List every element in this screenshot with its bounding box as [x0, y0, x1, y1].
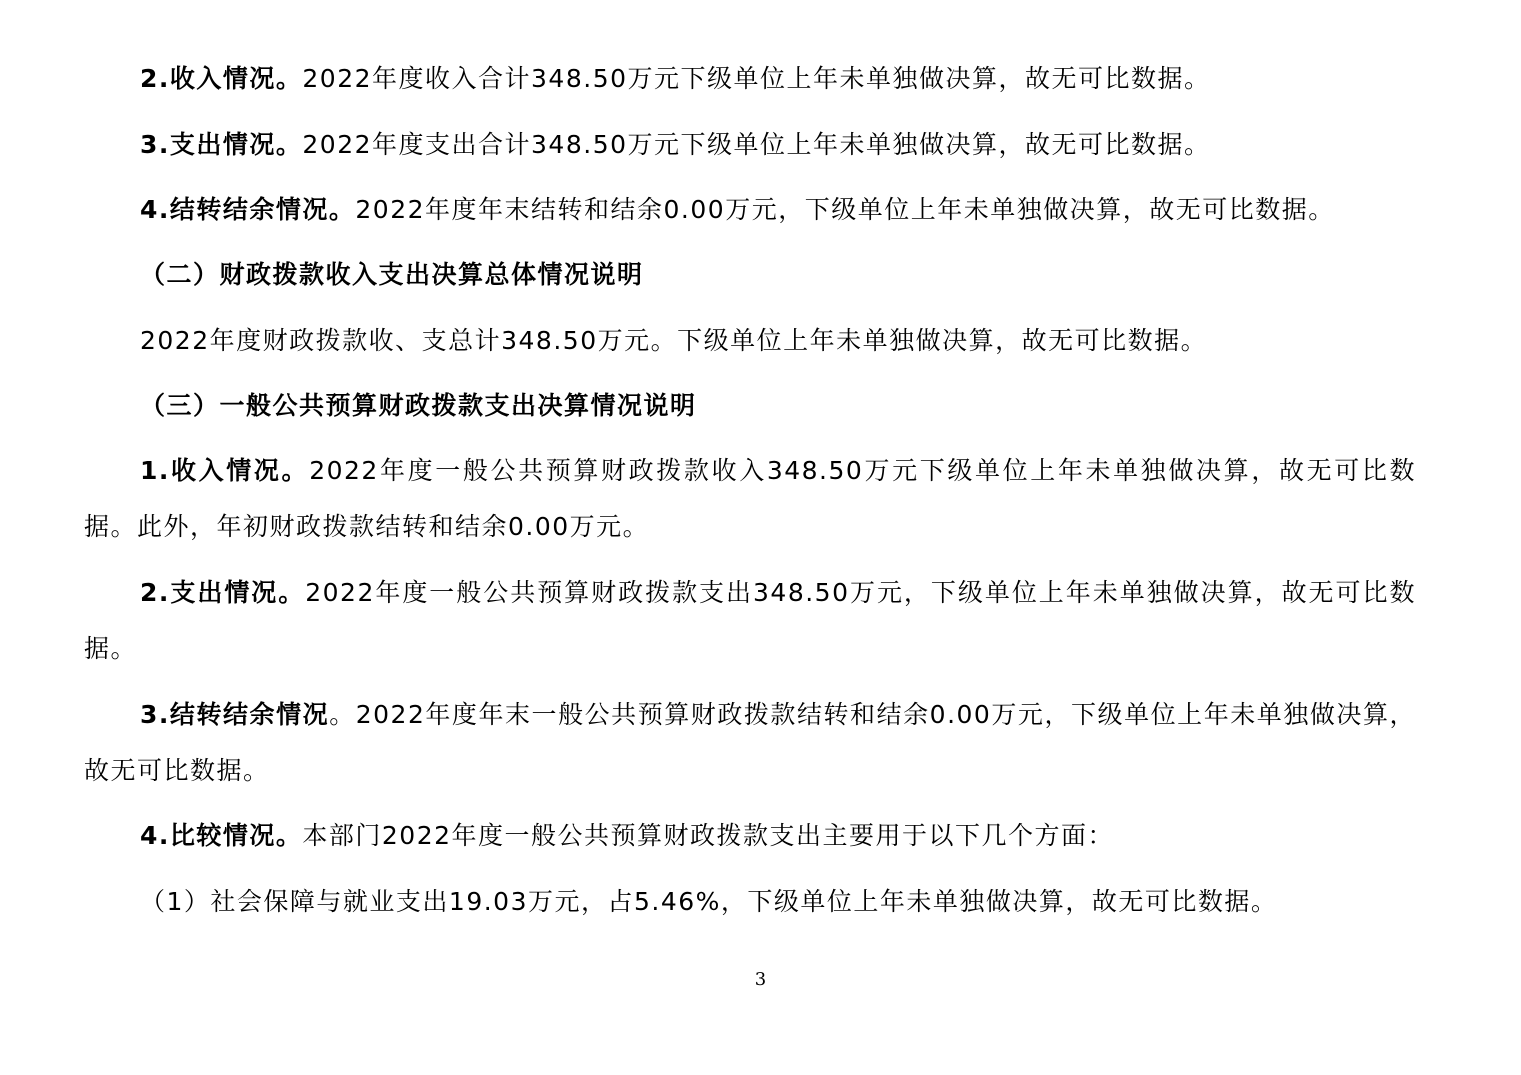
paragraph-income-2 [84, 51, 1416, 107]
page-number: 3 [754, 969, 767, 990]
section-heading-text: （二）财政拨款收入支出决算总体情况说明 [140, 260, 644, 289]
paragraph-text: 2022年度财政拨款收、支总计348.50万元。下级单位上年未单独做决算，故无可比数据。 [140, 326, 1208, 355]
paragraph-lead: 1.收入情况。 [140, 456, 310, 485]
paragraph-fiscal-total [84, 313, 1416, 369]
paragraph-carryover-4 [84, 182, 1416, 238]
paragraph-general-income-1 [84, 443, 1416, 555]
paragraph-text: 2022年度支出合计348.50万元下级单位上年未单独做决算，故无可比数据。 [302, 130, 1211, 159]
section-heading-text: （三）一般公共预算财政拨款支出决算情况说明 [140, 391, 697, 420]
paragraph-text: （1）社会保障与就业支出19.03万元，占5.46%，下级单位上年未单独做决算，故无可比数据。 [140, 887, 1278, 916]
paragraph-expense-3 [84, 117, 1416, 173]
paragraph-text: 本部门2022年度一般公共预算财政拨款支出主要用于以下几个方面： [302, 821, 1115, 850]
paragraph-text: 。2022年度年末一般公共预算财政拨款结转和结余0.00万元，下级单位上年未单独做决算，故无可比数据。 [84, 700, 1416, 785]
paragraph-general-expense-2 [84, 565, 1416, 677]
paragraph-comparison-4 [84, 808, 1416, 864]
paragraph-text: 2022年度一般公共预算财政拨款支出348.50万元，下级单位上年未单独做决算，故无可比数据。 [84, 578, 1416, 663]
paragraph-item-social-security [84, 874, 1416, 930]
section-heading-two [84, 247, 1416, 303]
paragraph-lead: 2.收入情况。 [140, 64, 303, 93]
paragraph-text: 2022年度年末结转和结余0.00万元，下级单位上年未单独做决算，故无可比数据。 [355, 195, 1335, 224]
paragraph-lead: 4.结转结余情况。 [140, 195, 356, 224]
paragraph-text: 2022年度收入合计348.50万元下级单位上年未单独做决算，故无可比数据。 [302, 64, 1211, 93]
paragraph-general-carryover-3 [84, 687, 1416, 799]
paragraph-lead: 4.比较情况。 [140, 821, 303, 850]
section-heading-three [84, 378, 1416, 434]
paragraph-lead: 2.支出情况。 [140, 578, 306, 607]
paragraph-text: 2022年度一般公共预算财政拨款收入348.50万元下级单位上年未单独做决算，故无可比数据。此外，年初财政拨款结转和结余0.00万元。 [84, 456, 1416, 541]
paragraph-lead: 3.结转结余情况 [140, 700, 330, 729]
paragraph-lead: 3.支出情况。 [140, 130, 303, 159]
